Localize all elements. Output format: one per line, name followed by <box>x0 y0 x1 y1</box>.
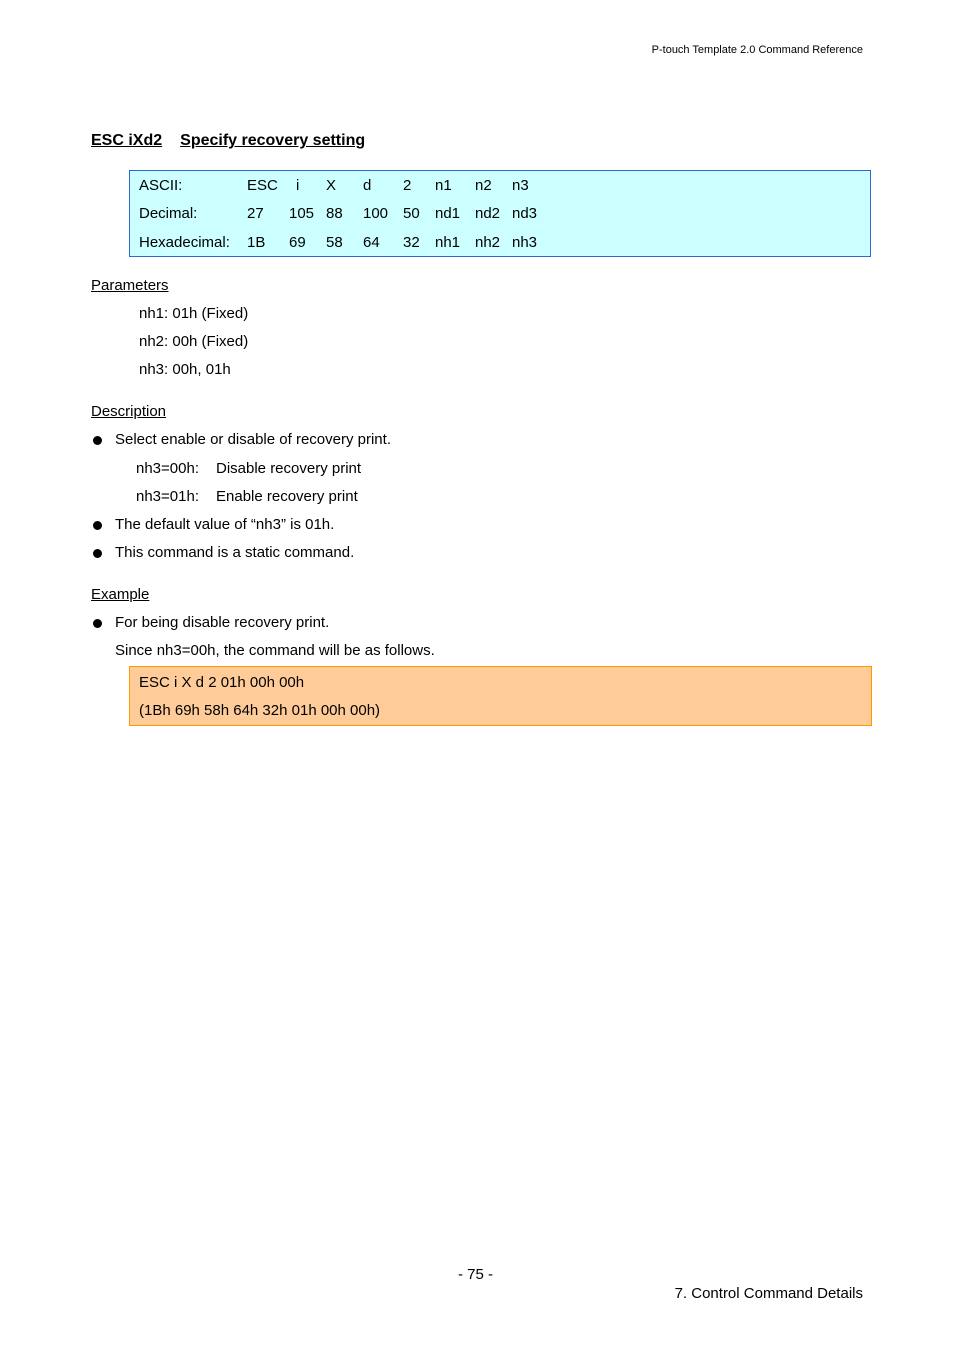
option-value: Enable recovery print <box>216 488 358 505</box>
section-title <box>91 132 365 150</box>
option-value: Disable recovery print <box>216 460 362 477</box>
command-code: ESC iXd2 <box>91 132 163 149</box>
table-cell: 64 <box>363 234 380 251</box>
parameter-item: nh1: 01h (Fixed) <box>139 305 249 322</box>
command-table <box>129 170 871 257</box>
row-label: Hexadecimal: <box>139 234 230 251</box>
page-number: - 75 - <box>458 1266 494 1283</box>
bullet-icon <box>93 619 102 628</box>
example-note: Since nh3=00h, the command will be as follows. <box>115 642 435 659</box>
example-heading: Example <box>91 586 150 603</box>
parameters-heading: Parameters <box>91 277 169 294</box>
chapter-title: 7. Control Command Details <box>674 1285 863 1302</box>
parameter-item: nh2: 00h (Fixed) <box>139 333 249 350</box>
option-key: nh3=01h: <box>136 488 199 505</box>
description-heading: Description <box>91 403 167 420</box>
example-code-box <box>129 666 872 726</box>
table-cell: nh3 <box>512 234 538 251</box>
option-key: nh3=00h: <box>136 460 199 477</box>
bullet-icon <box>93 549 102 558</box>
table-cell: 58 <box>326 234 343 251</box>
table-cell: 69 <box>289 234 306 251</box>
table-cell: nh2 <box>475 234 501 251</box>
example-code-line: (1Bh 69h 58h 64h 32h 01h 00h 00h) <box>139 702 381 719</box>
bullet-icon <box>93 436 102 445</box>
table-cell: 1B <box>247 234 266 251</box>
row-label: ASCII: <box>139 177 183 194</box>
row-label: Decimal: <box>139 205 198 222</box>
table-cell: 105 <box>289 205 315 222</box>
description-bullet: This command is a static command. <box>115 544 355 561</box>
table-cell: nd1 <box>435 205 461 222</box>
table-cell: X <box>326 177 337 194</box>
table-cell: 100 <box>363 205 389 222</box>
command-name: Specify recovery setting <box>180 132 366 149</box>
example-bullet: For being disable recovery print. <box>115 614 330 631</box>
parameter-item: nh3: 00h, 01h <box>139 361 231 378</box>
table-cell: 32 <box>403 234 420 251</box>
document-header-title: P-touch Template 2.0 Command Reference <box>651 44 863 56</box>
bullet-icon <box>93 521 102 530</box>
example-code-line: ESC i X d 2 01h 00h 00h <box>139 674 305 691</box>
table-cell: n2 <box>475 177 492 194</box>
description-bullet: Select enable or disable of recovery print. <box>115 431 391 448</box>
table-cell: i <box>296 177 300 194</box>
table-cell: 27 <box>247 205 264 222</box>
table-cell: nd3 <box>512 205 538 222</box>
table-cell: ESC <box>247 177 278 194</box>
description-bullet: The default value of “nh3” is 01h. <box>115 516 335 533</box>
table-cell: nd2 <box>475 205 501 222</box>
table-cell: d <box>363 177 372 194</box>
table-cell: n1 <box>435 177 452 194</box>
table-cell: n3 <box>512 177 529 194</box>
table-cell: 50 <box>403 205 420 222</box>
table-cell: 2 <box>403 177 412 194</box>
table-cell: nh1 <box>435 234 461 251</box>
table-cell: 88 <box>326 205 343 222</box>
